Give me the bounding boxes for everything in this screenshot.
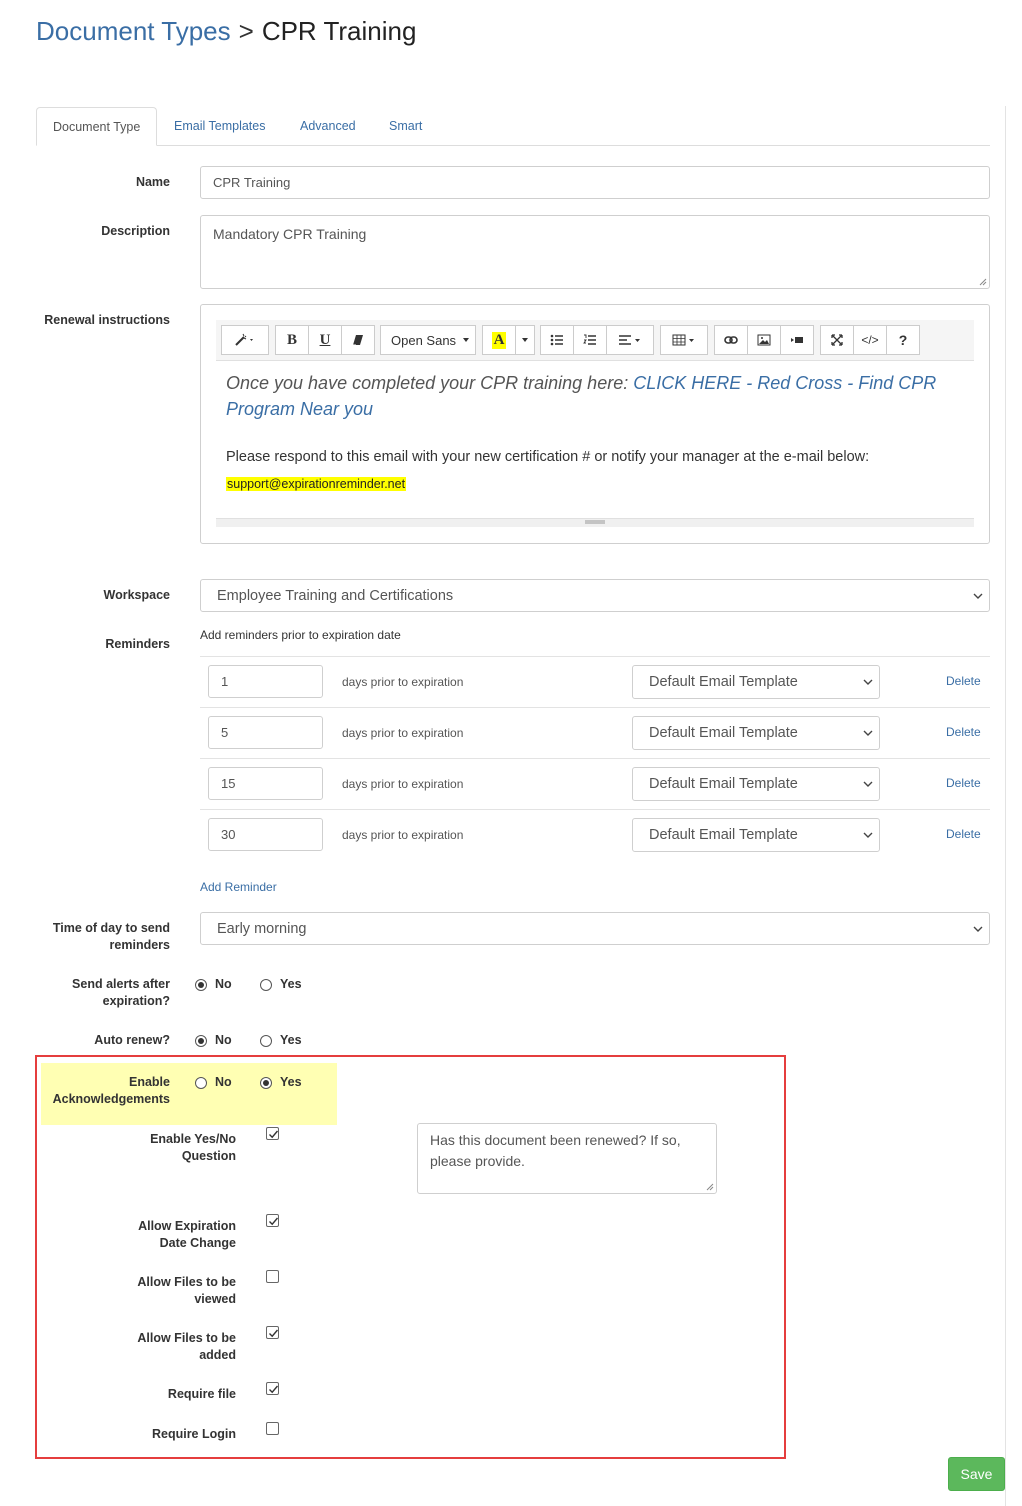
bold-button[interactable]: B (275, 325, 309, 355)
reminder-divider (200, 656, 990, 657)
text-color-dropdown[interactable] (515, 325, 535, 355)
send-alerts-no-radio[interactable] (195, 979, 207, 991)
panel-divider (1005, 106, 1006, 1506)
image-icon (757, 334, 771, 346)
editor-email: support@expirationreminder.net (227, 477, 406, 491)
editor-paragraph-2: Please respond to this email with your new certification # or notify your manager at the e-mail below: (226, 449, 870, 465)
require-file-label: Require file (167, 1387, 236, 1401)
workspace-label: Workspace (103, 588, 170, 602)
allow-expiration-change-label-line2: Date Change (159, 1236, 236, 1250)
ordered-list-icon (583, 334, 597, 346)
unordered-list-button[interactable] (540, 325, 574, 355)
breadcrumb-current: CPR Training (261, 16, 417, 46)
tab-advanced[interactable]: Advanced (300, 119, 356, 133)
acknowledgements-label-line1: Enable (129, 1075, 170, 1089)
workspace-value: Employee Training and Certifications (217, 587, 454, 604)
description-textarea[interactable] (200, 215, 990, 289)
editor-intro-text: Once you have completed your CPR training here: (226, 373, 634, 393)
time-of-day-label (30, 920, 170, 954)
reminder-days-input-1[interactable]: 1 (208, 665, 323, 698)
editor-paragraph-1[interactable] (226, 370, 971, 422)
breadcrumb-document-types[interactable]: Document Types (36, 16, 231, 46)
reminder-template-select-1[interactable] (632, 665, 880, 699)
yesno-question-label-line2: Question (181, 1149, 236, 1163)
link-icon (724, 335, 738, 345)
image-button[interactable] (747, 325, 781, 355)
code-view-button[interactable]: </> (853, 325, 887, 355)
reminder-template-select-3[interactable] (632, 767, 880, 801)
auto-renew-no-radio[interactable] (195, 1035, 207, 1047)
eraser-icon (352, 334, 364, 346)
send-alerts-label-line2: expiration? (102, 994, 170, 1008)
allow-expiration-change-label-line1: Allow Expiration (138, 1219, 236, 1233)
page-title (36, 14, 416, 48)
tab-smart[interactable]: Smart (389, 119, 423, 133)
time-of-day-label-line2: reminders (109, 938, 170, 952)
chevron-down-icon (863, 677, 873, 687)
underline-button[interactable]: U (308, 325, 342, 355)
chevron-down-icon (863, 728, 873, 738)
acknowledgements-callout-box (35, 1055, 786, 1459)
table-button[interactable] (660, 325, 708, 355)
font-family-value: Open Sans (391, 332, 457, 348)
reminder-divider (200, 758, 990, 759)
chevron-down-icon (973, 924, 983, 934)
reminders-label: Reminders (105, 637, 170, 651)
auto-renew-yes-label[interactable]: Yes (280, 1033, 302, 1047)
name-label: Name (135, 175, 170, 189)
text-color-button[interactable] (482, 325, 516, 355)
help-button[interactable]: ? (886, 325, 920, 355)
reminder-days-text: days prior to expiration (342, 675, 464, 689)
acknowledgements-label-line2: Acknowledgements (52, 1092, 170, 1106)
reminder-days-text: days prior to expiration (342, 828, 464, 842)
reminder-template-select-2[interactable] (632, 716, 880, 750)
fullscreen-button[interactable] (820, 325, 854, 355)
reminder-days-input-2[interactable]: 5 (208, 716, 323, 749)
reminder-delete-link-2[interactable]: Delete (946, 725, 981, 739)
time-of-day-select[interactable] (200, 912, 990, 945)
allow-files-added-label-line2: added (199, 1348, 236, 1362)
reminder-template-value: Default Email Template (649, 827, 798, 843)
chevron-down-icon (863, 779, 873, 789)
description-value: Mandatory CPR Training (213, 226, 367, 242)
yesno-question-text: Has this document been renewed? If so, please provide. (430, 1132, 681, 1169)
breadcrumb-separator: > (238, 16, 254, 46)
fullscreen-icon (831, 334, 843, 346)
send-alerts-yes-radio[interactable] (260, 979, 272, 991)
send-alerts-no-label[interactable]: No (215, 977, 232, 991)
name-input[interactable]: CPR Training (200, 166, 990, 199)
reminder-divider (200, 707, 990, 708)
magic-wand-button[interactable] (221, 325, 269, 355)
reminder-days-input-3[interactable]: 15 (208, 767, 323, 800)
video-button[interactable] (780, 325, 814, 355)
chevron-down-icon (973, 591, 983, 601)
reminders-hint: Add reminders prior to expiration date (200, 628, 401, 642)
red-cross-link[interactable]: CLICK HERE - Red Cross - Find CPR Program Near you (226, 373, 937, 419)
reminder-template-select-4[interactable] (632, 818, 880, 852)
tab-document-type[interactable]: Document Type (36, 107, 157, 146)
workspace-select[interactable] (200, 579, 990, 612)
caret-down-icon (521, 337, 529, 343)
reminder-delete-link-4[interactable]: Delete (946, 827, 981, 841)
ordered-list-button[interactable] (573, 325, 607, 355)
align-button[interactable] (606, 325, 654, 355)
reminder-days-text: days prior to expiration (342, 726, 464, 740)
send-alerts-label (30, 976, 170, 1010)
reminder-delete-link-3[interactable]: Delete (946, 776, 981, 790)
yesno-question-label-line1: Enable Yes/No (150, 1132, 236, 1146)
save-button[interactable]: Save (948, 1457, 1005, 1491)
reminder-template-value: Default Email Template (649, 776, 798, 792)
tab-email-templates[interactable]: Email Templates (174, 119, 266, 133)
reminder-divider (200, 809, 990, 810)
renewal-label: Renewal instructions (44, 313, 170, 327)
clear-format-button[interactable] (341, 325, 375, 355)
time-of-day-label-line1: Time of day to send (52, 921, 170, 935)
auto-renew-no-label[interactable]: No (215, 1033, 232, 1047)
video-icon (790, 335, 804, 345)
resize-grip-icon[interactable] (979, 278, 987, 286)
editor-resize-handle-icon[interactable] (585, 520, 605, 525)
send-alerts-label-line1: Send alerts after (72, 977, 170, 991)
auto-renew-label: Auto renew? (94, 1033, 170, 1047)
unordered-list-icon (550, 334, 564, 346)
acknowledgements-yes-label[interactable]: Yes (280, 1075, 302, 1089)
magic-wand-icon (233, 333, 257, 347)
add-reminder-link[interactable]: Add Reminder (200, 880, 277, 894)
time-of-day-value: Early morning (217, 920, 307, 937)
reminder-template-value: Default Email Template (649, 725, 798, 741)
allow-files-added-label-line1: Allow Files to be (137, 1331, 236, 1345)
send-alerts-yes-label[interactable]: Yes (280, 977, 302, 991)
table-icon (672, 334, 696, 346)
reminder-days-input-4[interactable]: 30 (208, 818, 323, 851)
allow-files-viewed-label-line1: Allow Files to be (137, 1275, 236, 1289)
require-login-label: Require Login (151, 1427, 236, 1441)
font-family-select[interactable] (380, 325, 476, 355)
align-icon (618, 334, 642, 346)
link-button[interactable] (714, 325, 748, 355)
reminder-delete-link-1[interactable]: Delete (946, 674, 981, 688)
caret-down-icon (462, 337, 470, 343)
auto-renew-yes-radio[interactable] (260, 1035, 272, 1047)
text-color-letter: A (493, 331, 505, 348)
chevron-down-icon (863, 830, 873, 840)
reminder-template-value: Default Email Template (649, 674, 798, 690)
reminder-days-text: days prior to expiration (342, 777, 464, 791)
acknowledgements-no-label[interactable]: No (215, 1075, 232, 1089)
allow-files-viewed-label-line2: viewed (194, 1292, 236, 1306)
description-label: Description (101, 224, 170, 238)
